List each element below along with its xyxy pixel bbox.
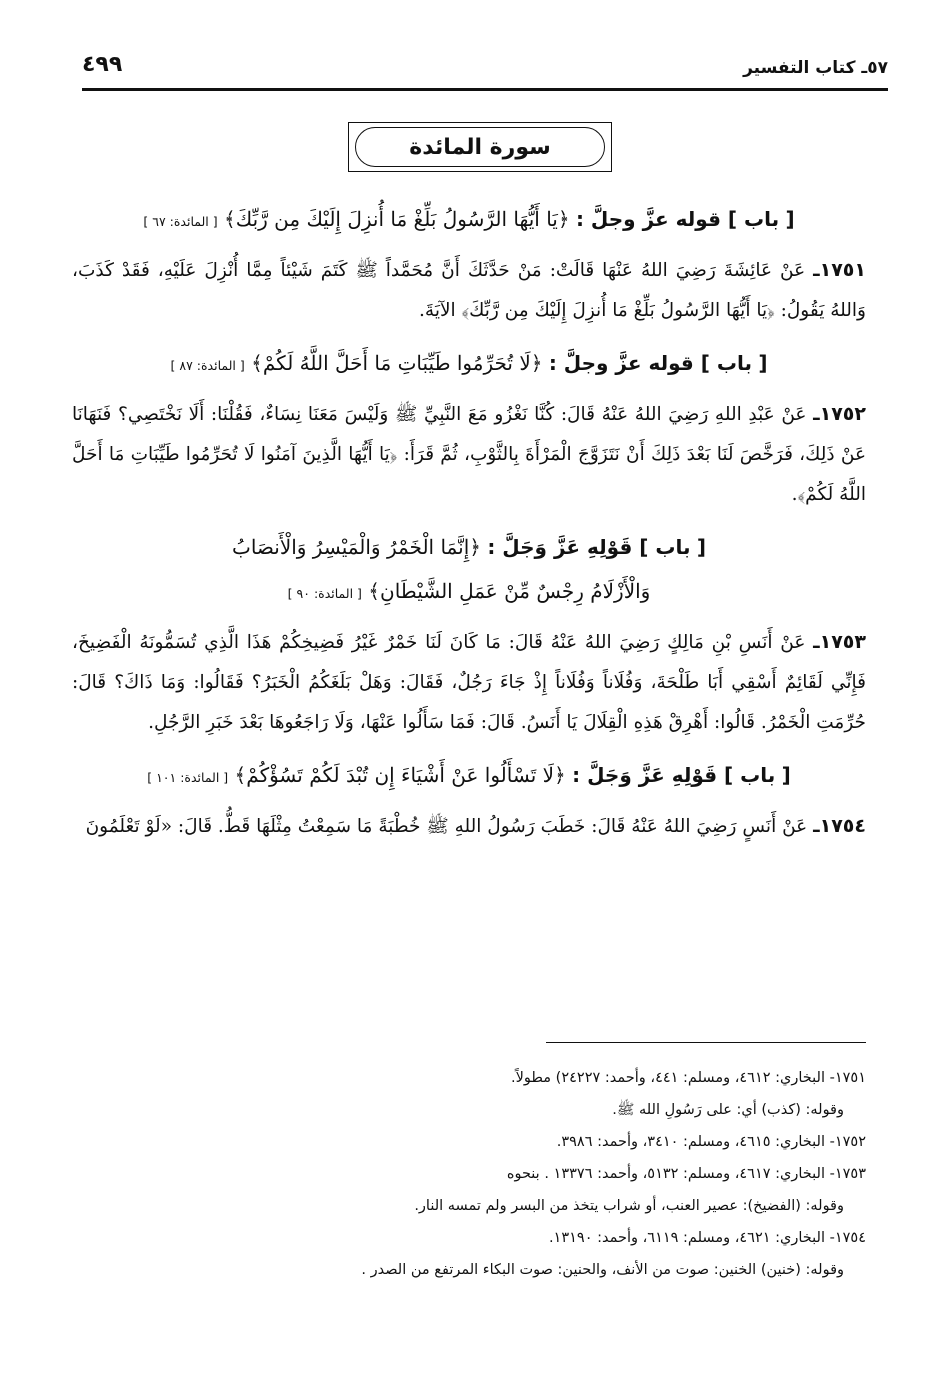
bab-bracket: [	[758, 351, 768, 375]
bab-heading	[72, 197, 866, 244]
verse-reference: [ المائدة: ١٠١ ]	[147, 770, 229, 785]
verse-reference: [ المائدة: ٨٧ ]	[170, 358, 245, 373]
hadith-text: عَنْ عَائِشَةَ رَضِيَ اللهُ عَنْهَا قَالَتْ: مَنْ حَدَّثَكَ أَنَّ مُحَمَّداً ﷺ كَتَمَ شَيْئاً مِمَّا أُنْزِلَ عَلَيْهِ، فَقَدْ كَذَبَ، وَاللهُ يَقُولُ: ﴿يَا أَيُّهَا الرَّسُولُ بَلِّغْ مَا أُنزِلَ إِلَيْكَ مِن رَّبِّكَ﴾ الآيَةَ.	[72, 260, 866, 321]
bab-label: باب ] قَوْلِهِ عَزَّ وَجَلَّ :	[487, 535, 691, 559]
footnote-rule	[546, 1042, 866, 1043]
header-rule	[82, 88, 888, 91]
hadith-number: ١٧٥٢ـ	[813, 403, 866, 425]
surah-title-cartouche	[355, 127, 605, 167]
bab-verse: ﴿لَا تَسْأَلُوا عَنْ أَشْيَاءَ إِن تُبْدَ لَكُمْ تَسُؤْكُمْ﴾	[234, 763, 566, 787]
bab-verse: ﴿يَا أَيُّهَا الرَّسُولُ بَلِّغْ مَا أُنزِلَ إِلَيْكَ مِن رَّبِّكَ﴾	[224, 207, 570, 231]
main-text	[72, 195, 866, 857]
hadith-number: ١٧٥٤ـ	[813, 815, 866, 837]
surah-title-frame	[348, 122, 612, 172]
bab-heading	[72, 753, 866, 800]
page-number: ٤٩٩	[82, 52, 123, 77]
bab-verse: ﴿لَا تُحَرِّمُوا طَيِّبَاتِ مَا أَحَلَّ اللَّهُ لَكُمْ﴾	[251, 351, 543, 375]
bab-label: باب ] قوله عزَّ وجلَّ :	[548, 351, 752, 375]
footnote-line: ١٧٥٤- البخاري: ٤٦٢١، ومسلم: ٦١١٩، وأحمد: ١٣١٩٠.	[548, 1230, 866, 1246]
bab-verse: ﴿إِنَّمَا الْخَمْرُ وَالْمَيْسِرُ وَالْأَنصَابُ	[232, 535, 481, 559]
footnote-line: وقوله: (الفضيخ): عصير العنب، أو شراب يتخذ من البسر ولم تمسه النار.	[414, 1198, 844, 1214]
page-header	[82, 44, 888, 88]
hadith-number: ١٧٥١ـ	[813, 259, 866, 281]
running-head: ٥٧ـ كتاب التفسير	[743, 58, 888, 78]
hadith-paragraph	[72, 394, 866, 515]
verse-reference: [ المائدة: ٦٧ ]	[143, 214, 218, 229]
footnote-line: وقوله: (خنين) الخنين: صوت من الأنف، والحنين: صوت البكاء المرتفع من الصدر .	[361, 1262, 844, 1278]
hadith-paragraph	[72, 622, 866, 743]
hadith-text: عَنْ أَنَسِ بْنِ مَالِكٍ رَضِيَ اللهُ عَنْهُ قَالَ: مَا كَانَ لَنَا خَمْرٌ غَيْرُ فَضِيخِكُمْ هَذَا الَّذِي تُسَمُّونَهُ الْفَضِيخَ، فَإِنِّي لَقَائِمٌ أَسْقِي أَبَا طَلْحَةَ، وَفُلَاناً وَفُلَاناً إِذْ جَاءَ رَجُلٌ، فَقَالَ: وَهَلْ بَلَغَكُمُ الْخَبَرُ؟ فَقَالُوا: وَمَا ذَاكَ؟ قَالَ: حُرِّمَتِ الْخَمْرُ. قَالُوا: أَهْرِقْ هَذِهِ الْقِلَالَ يَا أَنَسُ. قَالَ: فَمَا سَأَلُوا عَنْهَا، وَلَا رَاجَعُوهَا بَعْدَ خَبَرِ الرَّجُلِ.	[72, 632, 866, 733]
bab-bracket: [	[781, 763, 791, 787]
hadith-paragraph	[72, 806, 866, 847]
hadith-paragraph	[72, 250, 866, 331]
bab-verse-line-2: وَالْأَزْلَامُ رِجْسٌ مِّنْ عَمَلِ الشَّيْطَانِ﴾	[368, 579, 651, 603]
bab-bracket: [	[785, 207, 795, 231]
surah-title: سورة المائدة	[409, 134, 551, 160]
verse-reference: [ المائدة: ٩٠ ]	[287, 586, 362, 601]
footnotes	[200, 1062, 866, 1286]
hadith-text: عَنْ أَنَسٍ رَضِيَ اللهُ عَنْهُ قَالَ: خَطَبَ رَسُولُ اللهِ ﷺ خُطْبَةً مَا سَمِعْتُ مِثْلَهَا قَطُّ. قَالَ: «لَوْ تَعْلَمُونَ	[85, 816, 808, 837]
hadith-text: عَنْ عَبْدِ اللهِ رَضِيَ اللهُ عَنْهُ قَالَ: كُنَّا نَغْزُو مَعَ النَّبِيِّ ﷺ وَلَيْسَ مَعَنَا نِسَاءٌ، فَقُلْنَا: أَلَا نَخْتَصِي؟ فَنَهَانَا عَنْ ذَلِكَ، فَرَخَّصَ لَنَا بَعْدَ ذَلِكَ أَنْ نَتَزَوَّجَ الْمَرْأَةَ بِالثَّوْبِ، ثُمَّ قَرَأَ: ﴿يَا أَيُّهَا الَّذِينَ آمَنُوا لَا تُحَرِّمُوا طَيِّبَاتِ مَا أَحَلَّ اللَّهُ لَكُمْ﴾.	[72, 404, 866, 505]
bab-verse-continuation	[72, 569, 866, 616]
bab-label: باب ] قَوْلِهِ عَزَّ وَجَلَّ :	[572, 763, 776, 787]
footnote-line: وقوله: (كذب) أي: على رَسُولِ الله ﷺ.	[612, 1102, 844, 1118]
hadith-number: ١٧٥٣ـ	[813, 631, 866, 653]
footnote-line: ١٧٥١- البخاري: ٤٦١٢، ومسلم: ٤٤١، وأحمد: ٢٤٢٢٧) مطولاً.	[511, 1070, 866, 1086]
bab-heading	[72, 341, 866, 388]
bab-heading	[72, 525, 866, 616]
footnote-line: ١٧٥٣- البخاري: ٤٦١٧، ومسلم: ٥١٣٢، وأحمد: ١٣٣٧٦ . بنحوه	[506, 1166, 866, 1182]
bab-bracket: [	[696, 535, 706, 559]
bab-label: باب ] قوله عزَّ وجلَّ :	[575, 207, 780, 231]
footnote-line: ١٧٥٢- البخاري: ٤٦١٥، ومسلم: ٣٤١٠، وأحمد: ٣٩٨٦.	[556, 1134, 866, 1150]
